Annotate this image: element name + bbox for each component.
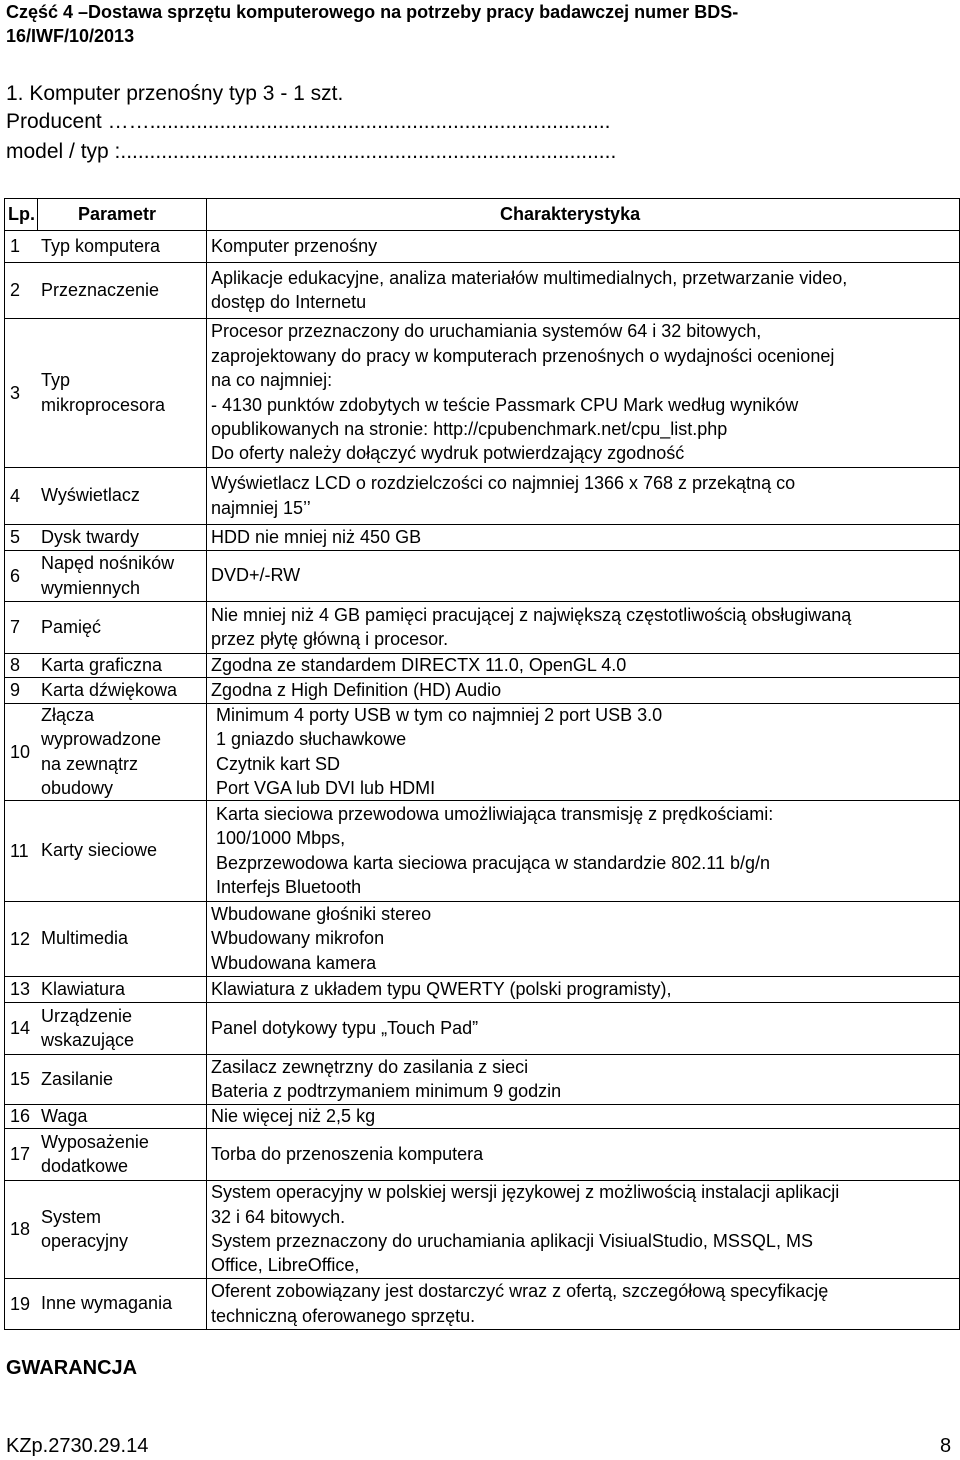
doc-title-line1: Część 4 –Dostawa sprzętu komputerowego na potrzeby pracy badawczej numer BDS-	[6, 2, 739, 22]
characteristic-text: techniczną oferowanego sprzętu.	[211, 1305, 476, 1326]
parameter-text: Złącza	[41, 704, 95, 725]
characteristic-text: 100/1000 Mbps,	[216, 828, 346, 849]
row-number: 15	[10, 1069, 31, 1089]
characteristic-text: Zgodna ze standardem DIRECTX 11.0, OpenGL 4.0	[211, 654, 627, 675]
model-line: model / typ :.....................................................................................	[6, 140, 617, 163]
characteristic-text: Nie mniej niż 4 GB pamięci pracującej z największą częstotliwością obsługiwaną	[211, 604, 852, 625]
table-border-left	[4, 198, 5, 1330]
item-heading: 1. Komputer przenośny typ 3 - 1 szt.	[6, 82, 344, 105]
row-characteristic	[211, 603, 851, 652]
producer-line: Producent ……...............................................................................	[6, 110, 611, 133]
table-row-divider	[4, 230, 960, 231]
row-number: 11	[10, 840, 29, 861]
row-characteristic	[211, 1016, 478, 1040]
row-characteristic	[211, 977, 672, 1001]
parameter-text: wskazujące	[41, 1030, 135, 1050]
row-number: 2	[10, 280, 21, 300]
table-row-divider	[4, 1329, 960, 1330]
characteristic-text: Minimum 4 porty USB w tym co najmniej 2 port USB 3.0	[216, 704, 663, 725]
parameter-text: Dysk twardy	[41, 526, 140, 547]
row-number: 3	[10, 382, 21, 403]
parameter-text: Karta graficzna	[41, 654, 163, 675]
table-row-divider	[4, 1104, 960, 1105]
row-parameter	[41, 368, 165, 417]
row-number: 7	[10, 617, 21, 637]
row-parameter	[41, 1205, 128, 1254]
header-parametr: Parametr	[78, 204, 157, 224]
table-row-divider	[4, 524, 960, 525]
row-characteristic	[211, 1104, 375, 1128]
characteristic-text: DVD+/-RW	[211, 565, 301, 586]
table-row-divider	[4, 467, 960, 468]
table-row-divider	[4, 198, 960, 199]
parameter-text: Napęd nośników	[41, 553, 175, 574]
footer-code: KZp.2730.29.14	[6, 1435, 149, 1457]
parameter-text: Karta dźwiękowa	[41, 679, 178, 700]
parameter-text: Typ	[41, 370, 71, 391]
row-number: 4	[10, 485, 21, 506]
row-parameter	[41, 1104, 87, 1128]
characteristic-text: Zasilacz zewnętrzny do zasilania z sieci	[211, 1056, 529, 1077]
row-number: 18	[10, 1219, 31, 1239]
row-parameter	[41, 1291, 172, 1315]
characteristic-text: Do oferty należy dołączyć wydruk potwierdzający zgodność	[211, 443, 685, 464]
characteristic-text: Torba do przenoszenia komputera	[211, 1143, 484, 1164]
characteristic-text: opublikowanych na stronie: http://cpubenchmark.net/cpu_list.php	[211, 418, 728, 439]
table-row-divider	[4, 901, 960, 902]
row-characteristic	[216, 703, 662, 801]
characteristic-text: Interfejs Bluetooth	[216, 876, 362, 897]
parameter-text: Wyposażenie	[41, 1131, 149, 1152]
characteristic-text: Zgodna z High Definition (HD) Audio	[211, 679, 502, 700]
row-number: 10	[10, 741, 31, 762]
row-parameter	[41, 703, 161, 801]
row-characteristic	[211, 1279, 828, 1328]
guarantee-heading: GWARANCJA	[6, 1357, 138, 1379]
characteristic-text: 32 i 64 bitowych.	[211, 1206, 346, 1227]
header-lp: Lp.	[8, 204, 35, 224]
row-characteristic	[211, 902, 431, 975]
characteristic-text: zaprojektowany do pracy w komputerach przenośnych o wydajności ocenionej	[211, 345, 835, 366]
parameter-text: operacyjny	[41, 1231, 129, 1251]
characteristic-text: Aplikacje edukacyjne, analiza materiałów multimedialnych, przetwarzanie video,	[211, 267, 848, 288]
row-parameter	[41, 525, 139, 549]
characteristic-text: Czytnik kart SD	[216, 753, 341, 774]
characteristic-text: Panel dotykowy typu „Touch Pad”	[211, 1017, 479, 1038]
characteristic-text: dostęp do Internetu	[211, 292, 367, 312]
row-characteristic	[211, 471, 795, 520]
characteristic-text: Procesor przeznaczony do uruchamiania systemów 64 i 32 bitowych,	[211, 321, 762, 342]
row-parameter	[41, 838, 157, 862]
row-number: 13	[10, 979, 31, 999]
characteristic-text: Bezprzewodowa karta sieciowa pracująca w standardzie 802.11 b/g/n	[216, 852, 770, 873]
parameter-text: Zasilanie	[41, 1068, 114, 1089]
row-number: 12	[10, 928, 31, 949]
parameter-text: Wyświetlacz	[41, 485, 140, 506]
row-number: 8	[10, 655, 21, 675]
row-parameter	[41, 483, 140, 507]
characteristic-text: 1 gniazdo słuchawkowe	[216, 729, 407, 750]
parameter-text: wyprowadzone	[41, 729, 162, 750]
characteristic-text: Wbudowane głośniki stereo	[211, 903, 432, 924]
row-characteristic	[211, 1180, 839, 1278]
row-number: 17	[10, 1144, 31, 1164]
parameter-text: Przeznaczenie	[41, 279, 160, 300]
characteristic-text: Wbudowana kamera	[211, 952, 377, 973]
characteristic-text: - 4130 punktów zdobytych w teście Passmark CPU Mark według wyników	[211, 394, 799, 415]
characteristic-text: Oferent zobowiązany jest dostarczyć wraz z ofertą, szczegółową specyfikację	[211, 1281, 829, 1302]
characteristic-text: Komputer przenośny	[211, 235, 378, 256]
row-parameter	[41, 653, 162, 677]
table-row-divider	[4, 262, 960, 263]
row-characteristic	[211, 678, 501, 702]
characteristic-text: Bateria z podtrzymaniem minimum 9 godzin	[211, 1081, 562, 1101]
characteristic-text: System operacyjny w polskiej wersji językowej z możliwością instalacji aplikacji	[211, 1182, 840, 1203]
parameter-text: Urządzenie	[41, 1005, 133, 1026]
row-number: 6	[10, 565, 21, 586]
characteristic-text: Wyświetlacz LCD o rozdzielczości co najmniej 1366 x 768 z przekątną co	[211, 473, 796, 494]
characteristic-text: przez płytę główną i procesor.	[211, 629, 449, 649]
row-characteristic	[211, 1142, 483, 1166]
row-parameter	[41, 234, 160, 258]
row-number: 14	[10, 1018, 31, 1038]
header-charakterystyka: Charakterystyka	[500, 204, 641, 224]
table-column-divider	[206, 198, 207, 1330]
row-characteristic	[211, 525, 421, 549]
row-parameter	[41, 551, 174, 600]
row-number: 19	[10, 1293, 31, 1314]
parameter-text: obudowy	[41, 777, 114, 798]
row-characteristic	[216, 802, 773, 900]
parameter-text: Waga	[41, 1105, 88, 1126]
row-number: 1	[10, 236, 21, 256]
row-parameter	[41, 1130, 149, 1179]
characteristic-text: Nie więcej niż 2,5 kg	[211, 1105, 376, 1126]
parameter-text: Multimedia	[41, 928, 129, 949]
row-number: 5	[10, 527, 21, 547]
row-characteristic	[211, 563, 300, 587]
row-number: 9	[10, 680, 21, 700]
parameter-text: Karty sieciowe	[41, 840, 158, 861]
row-parameter	[41, 678, 177, 702]
row-number: 16	[10, 1106, 31, 1126]
characteristic-text: Port VGA lub DVI lub HDMI	[216, 777, 436, 798]
characteristic-text: najmniej 15’’	[211, 497, 311, 518]
row-characteristic	[211, 653, 626, 677]
characteristic-text: Office, LibreOffice,	[211, 1255, 360, 1276]
characteristic-text: System przeznaczony do uruchamiania aplikacji VisiualStudio, MSSQL, MS	[211, 1231, 813, 1251]
parameter-text: Typ komputera	[41, 235, 161, 256]
table-row-divider	[4, 1002, 960, 1003]
parameter-text: System	[41, 1206, 102, 1227]
parameter-text: wymiennych	[41, 577, 141, 598]
row-characteristic	[211, 234, 377, 258]
row-parameter	[41, 278, 159, 302]
table-header-divider	[37, 198, 38, 230]
row-characteristic	[211, 1055, 561, 1104]
parameter-text: Inne wymagania	[41, 1293, 173, 1314]
row-parameter	[41, 1004, 134, 1053]
row-parameter	[41, 615, 101, 639]
characteristic-text: Wbudowany mikrofon	[211, 928, 385, 949]
footer-page-number: 8	[940, 1435, 952, 1457]
parameter-text: mikroprocesora	[41, 394, 166, 415]
doc-title-line2: 16/IWF/10/2013	[6, 26, 135, 46]
characteristic-text: Karta sieciowa przewodowa umożliwiająca transmisję z prędkościami:	[216, 803, 774, 824]
parameter-text: Klawiatura	[41, 978, 126, 999]
row-parameter	[41, 1067, 113, 1091]
row-characteristic	[211, 319, 834, 465]
row-characteristic	[211, 266, 847, 315]
row-parameter	[41, 926, 128, 950]
parameter-text: dodatkowe	[41, 1156, 129, 1176]
characteristic-text: na co najmniej:	[211, 370, 333, 391]
parameter-text: Pamięć	[41, 616, 102, 637]
characteristic-text: Klawiatura z układem typu QWERTY (polski programisty),	[211, 978, 672, 999]
row-parameter	[41, 977, 125, 1001]
parameter-text: na zewnątrz	[41, 753, 139, 774]
characteristic-text: HDD nie mniej niż 450 GB	[211, 526, 422, 547]
